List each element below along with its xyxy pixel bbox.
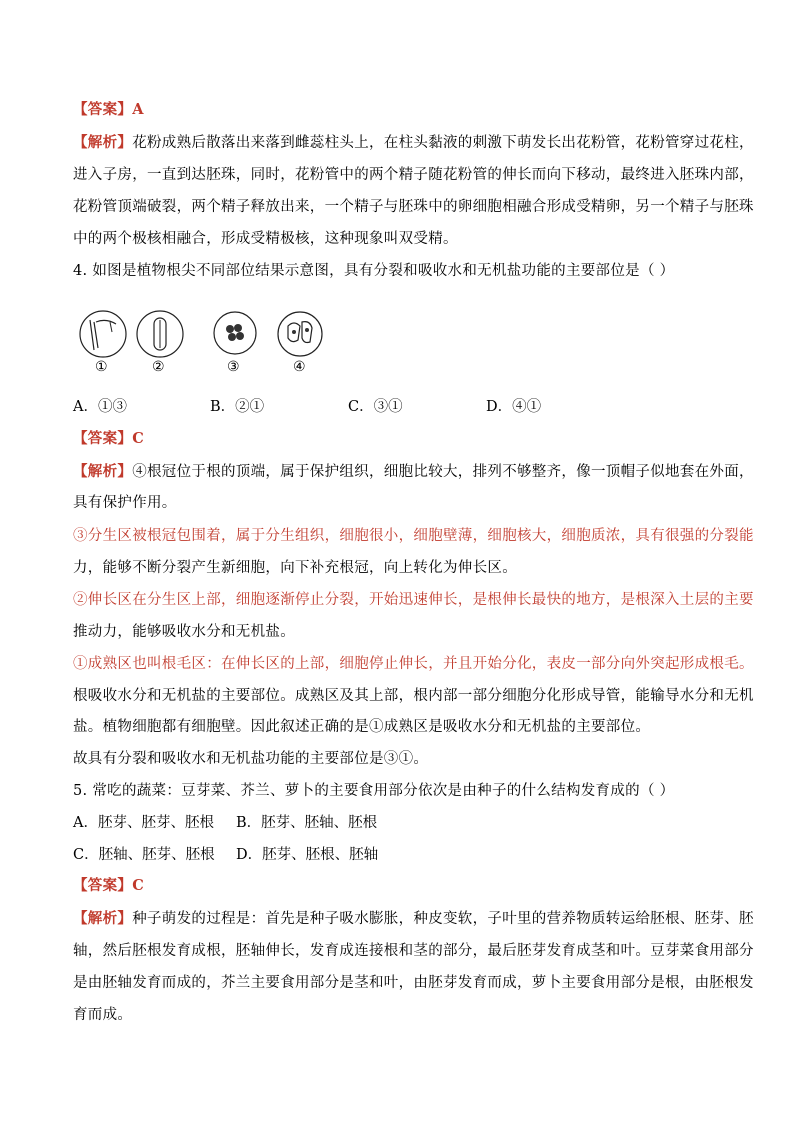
option-c: C．③① [348,399,403,415]
analysis-tag: 【解析】 [73,134,133,151]
highlight-text: ②伸长区在分生区上部，细胞逐渐停止分裂，开始迅速伸长，是根伸长最快的地方，是根深入土层的主要 [73,592,754,608]
answer-tag: 【答案】 [73,430,133,447]
figure-label: ① [95,359,108,375]
q3-analysis-line [73,133,754,153]
highlight-text: ③分生区被根冠包围着，属于分生组织，细胞很小，细胞壁薄，细胞核大，细胞质浓，具有很强的分裂能 [73,528,754,544]
answer-tag: 【答案】 [73,101,133,118]
option-c: C．胚轴、胚芽、胚根 [73,847,215,863]
analysis-text: 具有保护作用。 [73,495,177,511]
option-b: B．胚芽、胚轴、胚根 [236,815,378,831]
q4-analysis-line [73,462,754,482]
answer-value: C [132,430,145,447]
analysis-text: 进入子房，一直到达胚珠，同时，花粉管中的两个精子随花粉管的伸长而向下移动，最终进入胚珠内部， [73,167,754,183]
option-a: A．胚芽、胚芽、胚根 [73,815,214,831]
analysis-text: 育而成。 [73,1007,133,1023]
q4-question: 4. 如图是植物根尖不同部位结果示意图，具有分裂和吸收水和无机盐功能的主要部位是（ ） [73,263,675,279]
figure-label: ② [152,359,165,375]
analysis-text: 故具有分裂和吸收水和无机盐功能的主要部位是③①。 [73,751,429,767]
answer-value: C [132,877,145,894]
highlight-text: ①成熟区也叫根毛区：在伸长区的上部，细胞停止伸长，并且开始分化，表皮一部分向外突起形成根毛。 [73,656,754,672]
q3-answer-line [73,100,723,120]
q5-question: 5. 常吃的蔬菜：豆芽菜、芥兰、萝卜的主要食用部分依次是由种子的什么结构发育成的（ ） [73,783,675,799]
root-cell-figure-4 [276,310,324,358]
analysis-text: 是由胚轴发育而成的，芥兰主要食用部分是茎和叶，由胚芽发育而成，萝卜主要食用部分是根，由胚根发 [73,975,754,991]
q5-analysis-line [73,909,754,929]
option-a: A．①③ [73,399,127,415]
analysis-text: 轴，然后胚根发育成根，胚轴伸长，发育成连接根和茎的部分，最后胚芽发育成茎和叶。豆芽菜食用部分 [73,943,754,959]
analysis-tag: 【解析】 [73,910,133,927]
root-cell-figure-1 [76,310,130,358]
analysis-tag: 【解析】 [73,463,133,480]
analysis-text: 推动力，能够吸收水分和无机盐。 [73,624,295,640]
analysis-text: 花粉成熟后散落出来落到雌蕊柱头上，在柱头黏液的刺激下萌发长出花粉管，花粉管穿过花柱， [132,135,754,151]
option-b: B．②① [210,399,265,415]
analysis-text: 盐。植物细胞都有细胞壁。因此叙述正确的是①成熟区是吸收水分和无机盐的主要部位。 [73,719,651,735]
analysis-text: 花粉管顶端破裂，两个精子释放出来，一个精子与胚珠中的卵细胞相融合形成受精卵，另一个精子与胚珠 [73,199,754,215]
analysis-text: ④根冠位于根的顶端，属于保护组织，细胞比较大，排列不够整齐，像一顶帽子似地套在外面， [132,464,754,480]
option-d: D．胚芽、胚根、胚轴 [236,847,379,863]
figure-label: ④ [293,359,306,375]
analysis-text: 中的两个极核相融合，形成受精极核，这种现象叫双受精。 [73,231,458,247]
analysis-text: 种子萌发的过程是：首先是种子吸水膨胀，种皮变软，子叶里的营养物质转运给胚根、胚芽、胚 [132,911,754,927]
q5-answer-line [73,876,723,896]
answer-value: A [132,101,144,118]
analysis-text: 力，能够不断分裂产生新细胞，向下补充根冠，向上转化为伸长区。 [73,560,517,576]
root-cell-figure-3 [212,310,258,356]
root-cell-figure-2 [135,310,185,358]
answer-tag: 【答案】 [73,877,133,894]
option-d: D．④① [486,399,542,415]
analysis-text: 根吸收水分和无机盐的主要部位。成熟区及其上部，根内部一部分细胞分化形成导管，能输导水分和无机 [73,688,754,704]
figure-label: ③ [227,359,240,375]
q4-answer-line [73,429,723,449]
